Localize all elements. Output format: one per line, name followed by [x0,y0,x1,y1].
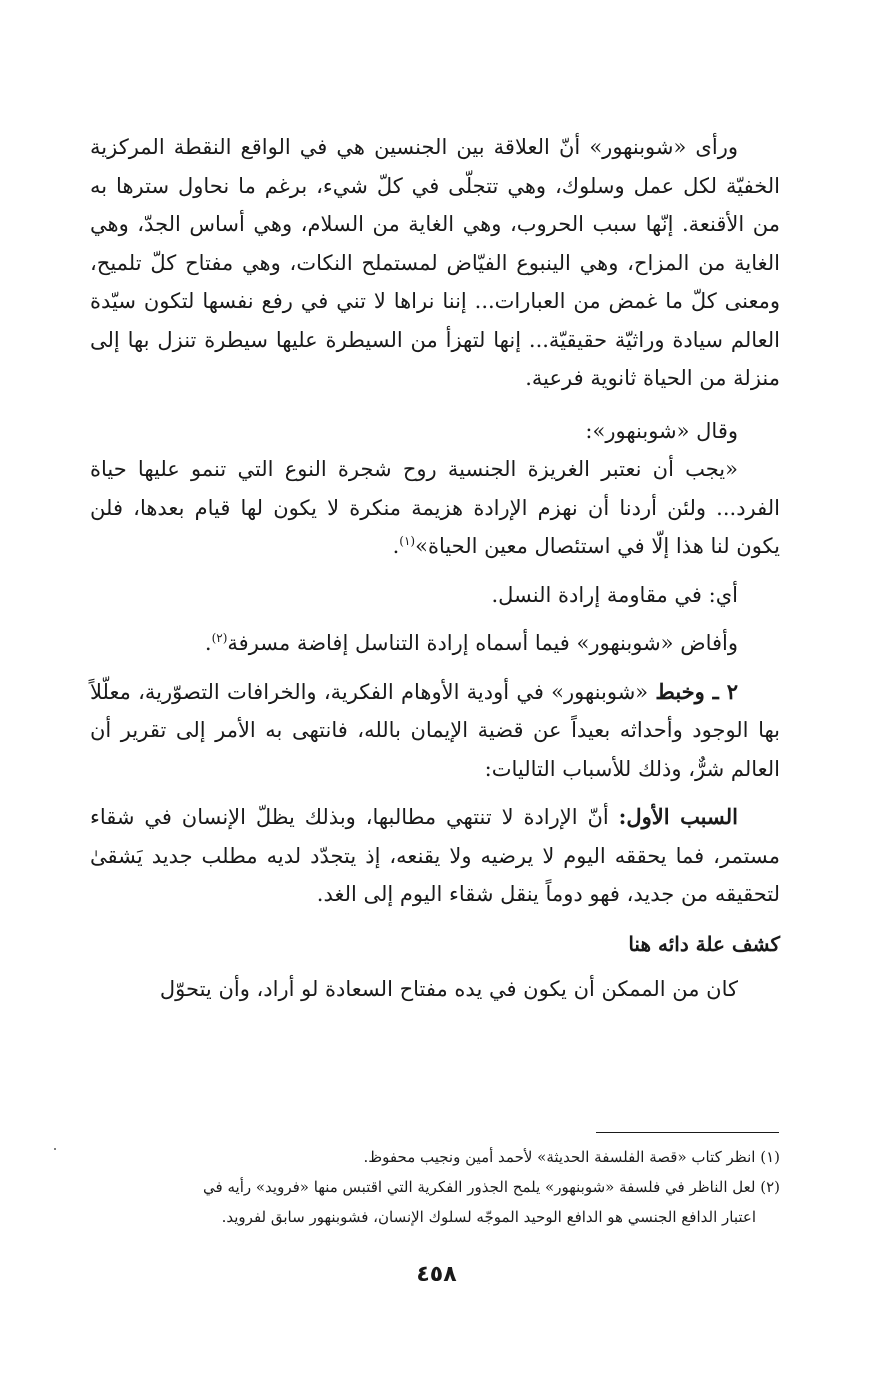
paragraph-8: كان من الممكن أن يكون في يده مفتاح السعادة لو أراد، وأن يتحوّل [159,976,738,1001]
footnote-ref-2: (٢) [211,631,228,645]
quote-text: «يجب أن نعتبر الغريزة الجنسية روح شجرة النوع التي تنمو عليها حياة الفرد... ولئن أردنا أن نهزم الإرادة هزيمة منكرة لا يكون لها قيام بعدها، فلن يكون لنا هذا إلّا في استئصال معين الحياة» [90,457,780,558]
page-body [90,128,780,1008]
footnote-1: (١) انظر كتاب «قصة الفلسفة الحديثة» لأحمد أمين ونجيب محفوظ. [363,1148,780,1166]
footnote-2: (٢) لعل الناظر في فلسفة «شوبنهور» يلمح الجذور الفكرية التي اقتبس منها «فرويد» رأيه في [203,1178,780,1196]
paragraph-2: وقال «شوبنهور»: [585,418,738,443]
footnote-divider [596,1132,779,1133]
footnote-ref-1: (١) [399,534,416,548]
section-heading: كشف علة دائه هنا [628,931,780,956]
footnote-2-continuation: اعتبار الدافع الجنسي هو الدافع الوحيد الموجّه لسلوك الإنسان، فشوبنهور سابق لفرويد. [221,1208,756,1226]
paragraph-7-text: أنّ الإرادة لا تنتهي مطالبها، وبذلك يظلّ الإنسان في شقاء مستمر، فما يحققه اليوم لا يرضيه ولا يقنعه، إذ يتجدّد لديه مطلب جديد يَشقىٰ لتحقيقه من جديد، فهو دوماً ينقل شقاء اليوم إلى الغد. [90,805,780,906]
paragraph-1: ورأى «شوبنهور» أنّ العلاقة بين الجنسين هي في الواقع النقطة المركزية الخفيّة لكل عمل وسلوك، وهي تتجلّى في كلّ شيء، برغم ما نحاول سترها به من الأقنعة. إنّها سبب الحروب، وهي الغاية من السلام، وهي أساس الجدّ، وهي الغاية من المزاح، وهي الينبوع الفيّاض لمستملح النكات، وهي مفتاح كلّ تلميح، ومعنى كلّ ما غمض من العبارات... إننا نراها لا تني في رفع نفسها لتكون سيّدة العالم سيادة وراثيّة حقيقيّة... إنها لتهزأ من السيطرة عليها سيطرة تنزل بها إلى منزلة من الحياة ثانوية فرعية. [90,135,780,390]
page-number: ٤٥٨ [416,1262,457,1287]
paragraph-7 [90,798,780,914]
paragraph-5-text: وأفاض «شوبنهور» فيما أسماه إرادة التناسل إفاضة مسرفة [227,631,738,655]
footnotes [90,1142,780,1232]
quote-end: . [392,534,400,558]
paragraph-5 [90,624,780,663]
paragraph-3-quote [90,450,780,566]
scan-speck [54,1148,56,1150]
paragraph-6 [90,673,780,789]
paragraph-5-end: . [204,631,212,655]
paragraph-4: أي: في مقاومة إرادة النسل. [491,582,738,607]
first-reason-label: السبب الأول: [618,804,738,829]
section-number: ٢ ـ وخبط [655,678,738,704]
paragraph-6-text: «شوبنهور» في أودية الأوهام الفكرية، والخرافات التصوّرية، معلّلاً بها الوجود وأحداثه بعيداً عن قضية الإيمان بالله، فانتهى به الأمر إلى تقرير أن العالم شرٌّ، وذلك للأسباب التاليات: [90,679,780,781]
